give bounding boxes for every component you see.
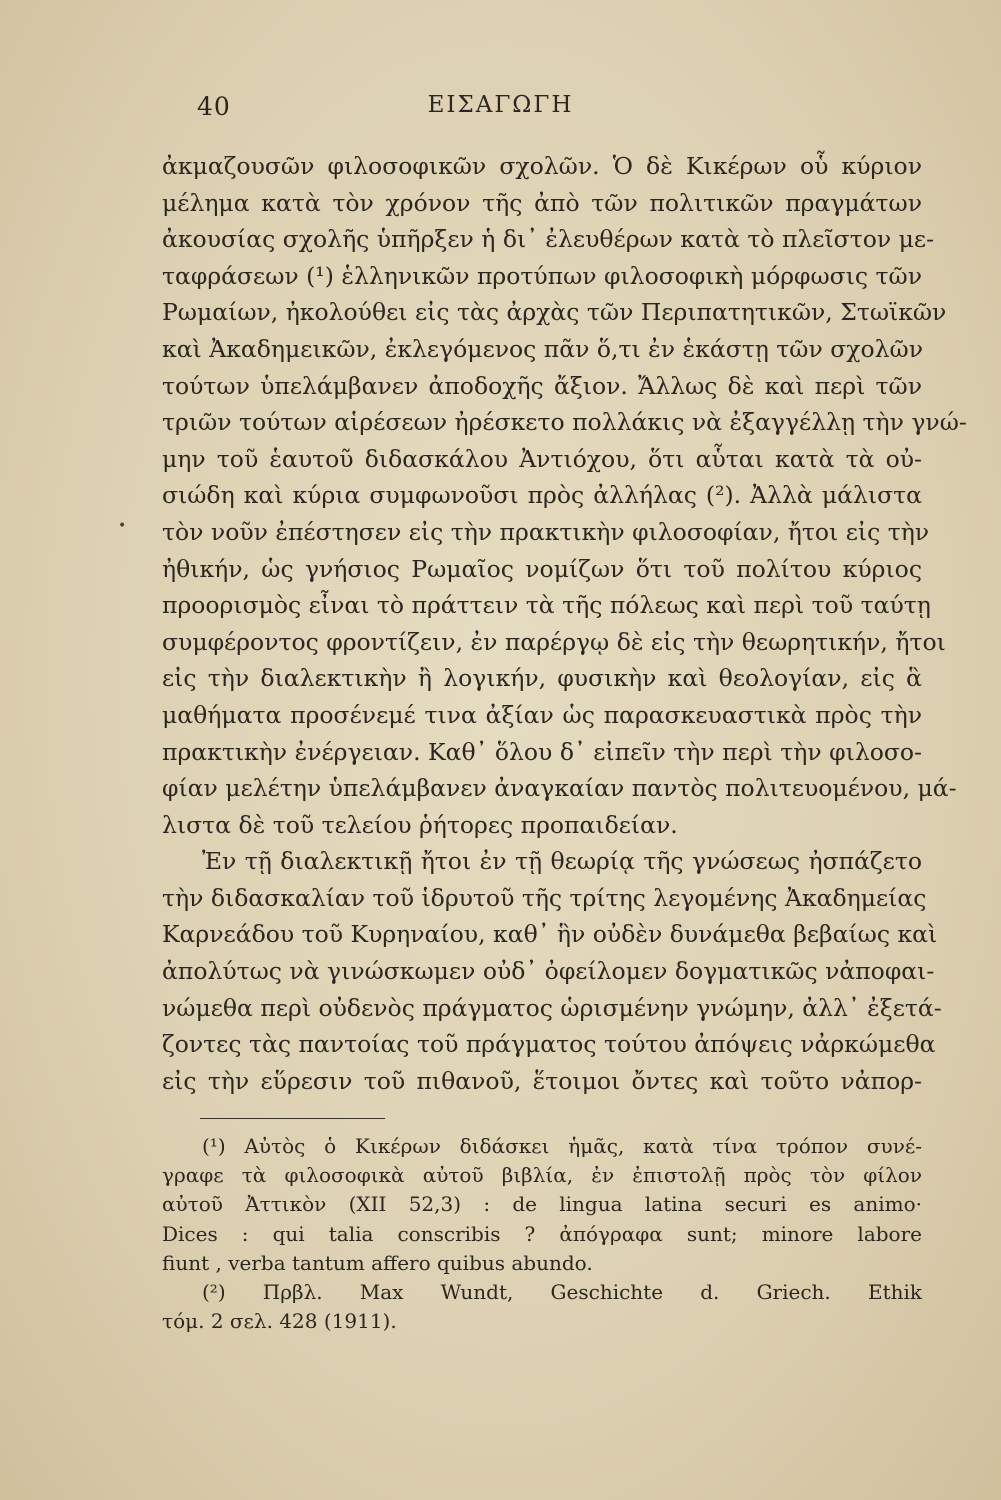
text-line: Ρωμαίων, ἠκολούθει εἰς τὰς ἀρχὰς τῶν Περιπατητικῶν, Στωϊκῶν	[162, 298, 947, 327]
text-line: εἰς τὴν διαλεκτικὴν ἢ λογικήν, φυσικὴν καὶ θεολογίαν, εἰς ἃ	[162, 664, 922, 693]
text-line: μαθήματα προσένεμέ τινα ἀξίαν ὡς παρασκευαστικὰ πρὸς τὴν	[162, 700, 922, 729]
text-line: τὸν νοῦν ἐπέστησεν εἰς τὴν πρακτικὴν φιλοσοφίαν, ἤτοι εἰς τὴν	[162, 517, 930, 546]
text-line: Καρνεάδου τοῦ Κυρηναίου, καθ᾿ ἣν οὐδὲν δυνάμεθα βεβαίως καὶ	[162, 920, 938, 949]
footnote-line: fiunt , verba tantum affero quibus abundo.	[162, 1250, 593, 1275]
text-line: ταφράσεων (¹) ἑλληνικῶν προτύπων φιλοσοφικὴ μόρφωσις τῶν	[162, 261, 923, 290]
text-line: σιώδη καὶ κύρια συμφωνοῦσι πρὸς ἀλλήλας (²). Ἀλλὰ μάλιστα	[162, 481, 922, 510]
text-line: τὴν διδασκαλίαν τοῦ ἱδρυτοῦ τῆς τρίτης λεγομένης Ἀκαδημείας	[162, 883, 927, 912]
footnote-line: γραφε τὰ φιλοσοφικὰ αὐτοῦ βιβλία, ἐν ἐπιστολῇ πρὸς τὸν φίλον	[162, 1163, 922, 1188]
text-line: νώμεθα περὶ οὐδενὸς πράγματος ὡρισμένην γνώμην, ἀλλ᾿ ἐξετά-	[162, 993, 942, 1022]
paragraph-first-line: Ἐν τῇ διαλεκτικῇ ἤτοι ἐν τῇ θεωρίᾳ τῆς γνώσεως ἠσπάζετο	[202, 847, 922, 876]
text-line: ἠθικήν, ὡς γνήσιος Ρωμαῖος νομίζων ὅτι τοῦ πολίτου κύριος	[162, 554, 922, 583]
text-line: μέλημα κατὰ τὸν χρόνον τῆς ἀπὸ τῶν πολιτικῶν πραγμάτων	[162, 188, 922, 217]
text-line: ἀκμαζουσῶν φιλοσοφικῶν σχολῶν. Ὁ δὲ Κικέρων οὗ κύριον	[162, 152, 922, 180]
text-line: λιστα δὲ τοῦ τελείου ῥήτορες προπαιδείαν.	[162, 810, 678, 839]
footnote-line: Dices : qui talia conscribis ? ἀπόγραφα sunt; minore labore	[162, 1221, 922, 1246]
page-header	[0, 92, 1001, 132]
margin-dot: •	[118, 518, 127, 534]
text-line: μην τοῦ ἑαυτοῦ διδασκάλου Ἀντιόχου, ὅτι αὗται κατὰ τὰ οὐ-	[162, 444, 922, 473]
text-line: ἀπολύτως νὰ γινώσκωμεν οὐδ᾿ ὀφείλομεν δογματικῶς νἀποφαι-	[162, 957, 935, 986]
footnote-line: (¹) Αὐτὸς ὁ Κικέρων διδάσκει ἡμᾶς, κατὰ τίνα τρόπον συνέ-	[202, 1134, 922, 1158]
footnote-line: (²) Πρβλ. Max Wundt, Geschichte d. Griech. Ethik	[202, 1279, 922, 1304]
text-line: ζοντες τὰς παντοίας τοῦ πράγματος τούτου ἀπόψεις νἀρκώμεθα	[162, 1030, 936, 1059]
text-line: προορισμὸς εἶναι τὸ πράττειν τὰ τῆς πόλεως καὶ περὶ τοῦ ταύτῃ	[162, 591, 931, 620]
text-line: καὶ Ἀκαδημεικῶν, ἐκλεγόμενος πᾶν ὅ,τι ἐν ἑκάστῃ τῶν σχολῶν	[162, 334, 923, 363]
footnote-line: αὐτοῦ Ἀττικὸν (XII 52,3) : de lingua latina securi es animo·	[162, 1192, 922, 1217]
footnote-divider	[200, 1118, 385, 1119]
text-line: πρακτικὴν ἐνέργειαν. Καθ᾿ ὅλου δ᾿ εἰπεῖν τὴν περὶ τὴν φιλοσο-	[162, 737, 922, 766]
text-line: φίαν μελέτην ὑπελάμβανεν ἀναγκαίαν παντὸς πολιτευομένου, μά-	[162, 774, 957, 803]
text-line: ἀκουσίας σχολῆς ὑπῆρξεν ἡ δι᾿ ἐλευθέρων κατὰ τὸ πλεῖστον με-	[162, 225, 935, 254]
running-title: ΕΙΣΑΓΩΓΗ	[427, 92, 574, 118]
footnote-line: τόμ. 2 σελ. 428 (1911).	[162, 1309, 397, 1334]
footnotes	[162, 1132, 922, 1336]
page-number: 40	[197, 92, 231, 121]
text-line: τούτων ὑπελάμβανεν ἀποδοχῆς ἄξιον. Ἄλλως δὲ καὶ περὶ τῶν	[162, 371, 922, 400]
text-line: τριῶν τούτων αἱρέσεων ἠρέσκετο πολλάκις νὰ ἐξαγγέλλῃ τὴν γνώ-	[162, 408, 967, 437]
text-line: εἰς τὴν εὕρεσιν τοῦ πιθανοῦ, ἕτοιμοι ὄντες καὶ τοῦτο νἀπορ-	[162, 1066, 922, 1095]
body-text	[162, 148, 967, 1099]
text-line: συμφέροντος φροντίζειν, ἐν παρέργῳ δὲ εἰς τὴν θεωρητικήν, ἤτοι	[162, 627, 946, 656]
